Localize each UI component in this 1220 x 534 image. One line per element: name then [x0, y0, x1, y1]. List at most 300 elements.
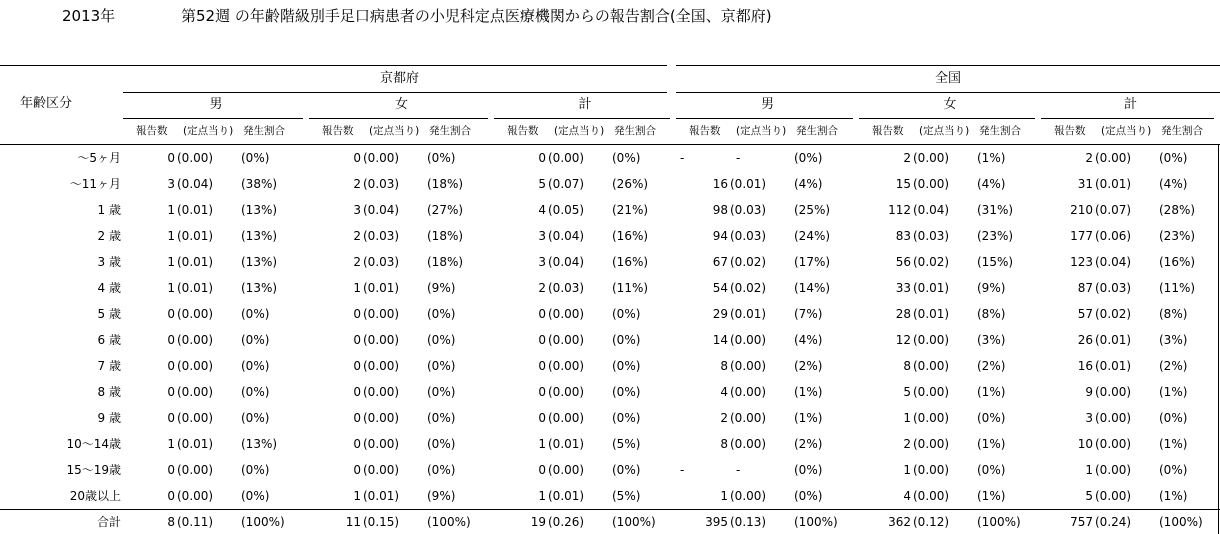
per-site-value: (0.04) [913, 203, 950, 217]
incidence-ratio: (0%) [427, 463, 456, 477]
report-count: 2 [353, 229, 361, 243]
incidence-ratio: (100%) [241, 515, 285, 529]
report-count: 0 [167, 151, 175, 165]
incidence-ratio: (15%) [977, 255, 1014, 269]
incidence-ratio: (1%) [794, 385, 823, 399]
sub-header-per-site: (定点当り) [1101, 125, 1152, 137]
incidence-ratio: (3%) [1159, 333, 1188, 347]
per-site-value: - [736, 463, 741, 477]
report-count: 11 [345, 515, 361, 529]
per-site-value: (0.00) [1095, 151, 1132, 165]
age-label: 7 歳 [97, 359, 121, 373]
incidence-ratio: (1%) [794, 411, 823, 425]
per-site-value: (0.00) [730, 385, 767, 399]
per-site-value: (0.01) [548, 437, 585, 451]
per-site-value: (0.00) [363, 385, 400, 399]
report-count: 19 [530, 515, 546, 529]
age-label: 2 歳 [97, 229, 121, 243]
report-count: 1 [167, 203, 175, 217]
per-site-value: (0.07) [548, 177, 585, 191]
age-label: 20歳以上 [69, 489, 121, 503]
per-site-value: (0.01) [363, 281, 400, 295]
sex-header: 女 [394, 97, 408, 112]
per-site-value: (0.03) [363, 229, 400, 243]
per-site-value: (0.03) [363, 177, 400, 191]
age-label: ～5ヶ月 [77, 151, 121, 165]
age-label: 8 歳 [97, 385, 121, 399]
report-count: 3 [538, 229, 546, 243]
per-site-value: (0.00) [913, 385, 950, 399]
report-count: 0 [353, 411, 361, 425]
report-count: 0 [538, 385, 546, 399]
incidence-ratio: (0%) [427, 385, 456, 399]
per-site-value: (0.04) [1095, 255, 1132, 269]
incidence-ratio: (0%) [241, 385, 270, 399]
report-count: 177 [1070, 229, 1093, 243]
incidence-ratio: (100%) [977, 515, 1021, 529]
per-site-value: (0.02) [913, 255, 950, 269]
incidence-ratio: (0%) [612, 411, 641, 425]
age-label: ～11ヶ月 [69, 177, 121, 191]
incidence-ratio: (18%) [427, 255, 464, 269]
report-count: 2 [353, 255, 361, 269]
incidence-ratio: (1%) [977, 437, 1006, 451]
per-site-value: (0.02) [1095, 307, 1132, 321]
per-site-value: (0.00) [363, 151, 400, 165]
report-count: 0 [353, 463, 361, 477]
total-top-rule [0, 509, 1220, 510]
report-count: - [680, 463, 685, 477]
per-site-value: (0.00) [177, 411, 214, 425]
incidence-ratio: (0%) [241, 359, 270, 373]
report-count: 31 [1077, 177, 1093, 191]
page-title: 第52週 の年齢階級別手足口病患者の小児科定点医療機関からの報告割合(全国、京都府) [181, 7, 772, 25]
incidence-ratio: (17%) [794, 255, 831, 269]
per-site-value: (0.01) [548, 489, 585, 503]
total-label: 合計 [96, 515, 121, 529]
incidence-ratio: (18%) [427, 229, 464, 243]
incidence-ratio: (0%) [427, 411, 456, 425]
sex-header: 男 [209, 97, 223, 112]
incidence-ratio: (0%) [1159, 151, 1188, 165]
per-site-value: (0.24) [1095, 515, 1132, 529]
incidence-ratio: (24%) [794, 229, 831, 243]
age-label: 3 歳 [97, 255, 121, 269]
per-site-value: (0.00) [363, 307, 400, 321]
report-count: 16 [712, 177, 728, 191]
per-site-value: (0.01) [177, 203, 214, 217]
incidence-ratio: (0%) [1159, 463, 1188, 477]
report-count: 4 [720, 385, 728, 399]
per-site-value: (0.00) [913, 463, 950, 477]
per-site-value: (0.04) [548, 255, 585, 269]
report-count: 0 [353, 307, 361, 321]
sex-rule [1041, 118, 1214, 119]
report-count: 5 [903, 385, 911, 399]
per-site-value: (0.00) [177, 489, 214, 503]
report-count: 395 [705, 515, 728, 529]
per-site-value: (0.00) [548, 307, 585, 321]
incidence-ratio: (1%) [977, 151, 1006, 165]
per-site-value: (0.00) [913, 437, 950, 451]
per-site-value: (0.12) [913, 515, 950, 529]
incidence-ratio: (4%) [794, 333, 823, 347]
report-count: 16 [1077, 359, 1093, 373]
incidence-ratio: (7%) [794, 307, 823, 321]
header-bottom-rule [0, 144, 1220, 145]
sub-header-per-site: (定点当り) [554, 125, 605, 137]
report-count: 757 [1070, 515, 1093, 529]
per-site-value: (0.03) [548, 281, 585, 295]
report-count: 1 [167, 229, 175, 243]
per-site-value: (0.01) [1095, 359, 1132, 373]
report-count: 5 [538, 177, 546, 191]
incidence-ratio: (14%) [794, 281, 831, 295]
report-count: 67 [712, 255, 728, 269]
report-count: 0 [538, 307, 546, 321]
per-site-value: (0.00) [730, 359, 767, 373]
per-site-value: (0.07) [1095, 203, 1132, 217]
per-site-value: (0.01) [177, 255, 214, 269]
report-count: 0 [167, 359, 175, 373]
per-site-value: (0.02) [730, 281, 767, 295]
incidence-ratio: (28%) [1159, 203, 1196, 217]
report-count: 1 [720, 489, 728, 503]
per-site-value: (0.13) [730, 515, 767, 529]
incidence-ratio: (23%) [1159, 229, 1196, 243]
age-label: 1 歳 [97, 203, 121, 217]
report-count: 98 [712, 203, 728, 217]
title-year: 2013年 [62, 7, 116, 25]
report-count: 8 [903, 359, 911, 373]
incidence-ratio: (0%) [427, 151, 456, 165]
age-label: 6 歳 [97, 333, 121, 347]
per-site-value: (0.00) [1095, 411, 1132, 425]
age-column-header: 年齢区分 [20, 96, 73, 111]
incidence-ratio: (0%) [977, 411, 1006, 425]
per-site-value: (0.26) [548, 515, 585, 529]
per-site-value: (0.00) [1095, 463, 1132, 477]
incidence-ratio: (0%) [612, 385, 641, 399]
sex-header: 男 [760, 97, 774, 112]
incidence-ratio: (21%) [612, 203, 649, 217]
incidence-ratio: (5%) [612, 437, 641, 451]
sub-header-ratio: 発生割合 [243, 125, 285, 137]
per-site-value: (0.00) [1095, 437, 1132, 451]
incidence-ratio: (16%) [612, 229, 649, 243]
incidence-ratio: (3%) [977, 333, 1006, 347]
per-site-value: - [736, 151, 741, 165]
report-count: 0 [167, 463, 175, 477]
incidence-ratio: (11%) [1159, 281, 1196, 295]
report-count: 210 [1070, 203, 1093, 217]
incidence-ratio: (16%) [612, 255, 649, 269]
per-site-value: (0.03) [363, 255, 400, 269]
report-count: 362 [888, 515, 911, 529]
incidence-ratio: (0%) [794, 489, 823, 503]
report-count: 123 [1070, 255, 1093, 269]
report-count: 8 [167, 515, 175, 529]
sub-header-count: 報告数 [872, 125, 904, 137]
incidence-ratio: (0%) [241, 411, 270, 425]
per-site-value: (0.00) [913, 151, 950, 165]
incidence-ratio: (1%) [1159, 385, 1188, 399]
per-site-value: (0.02) [730, 255, 767, 269]
per-site-value: (0.00) [1095, 385, 1132, 399]
per-site-value: (0.01) [730, 177, 767, 191]
right-border [1218, 144, 1219, 534]
per-site-value: (0.00) [913, 489, 950, 503]
incidence-ratio: (25%) [794, 203, 831, 217]
per-site-value: (0.00) [363, 463, 400, 477]
incidence-ratio: (31%) [977, 203, 1014, 217]
report-count: 4 [538, 203, 546, 217]
report-count: 33 [895, 281, 911, 295]
top-rule-right [676, 65, 1220, 66]
report-count: 12 [895, 333, 911, 347]
incidence-ratio: (0%) [241, 307, 270, 321]
incidence-ratio: (11%) [612, 281, 649, 295]
age-label: 4 歳 [97, 281, 121, 295]
sub-header-per-site: (定点当り) [369, 125, 420, 137]
sub-header-count: 報告数 [1054, 125, 1086, 137]
region-rule-left [123, 92, 667, 93]
sex-rule [123, 118, 303, 119]
report-count: 0 [167, 307, 175, 321]
incidence-ratio: (13%) [241, 203, 278, 217]
per-site-value: (0.00) [177, 151, 214, 165]
sub-header-ratio: 発生割合 [796, 125, 838, 137]
report-count: 9 [1085, 385, 1093, 399]
incidence-ratio: (1%) [1159, 437, 1188, 451]
incidence-ratio: (0%) [612, 307, 641, 321]
sub-header-per-site: (定点当り) [736, 125, 787, 137]
sub-header-ratio: 発生割合 [1161, 125, 1203, 137]
report-count: 2 [1085, 151, 1093, 165]
incidence-ratio: (0%) [977, 463, 1006, 477]
report-count: 10 [1077, 437, 1093, 451]
age-label: 15～19歳 [66, 463, 121, 477]
report-count: 0 [353, 333, 361, 347]
per-site-value: (0.00) [363, 437, 400, 451]
per-site-value: (0.03) [730, 229, 767, 243]
report-count: 1 [538, 437, 546, 451]
incidence-ratio: (1%) [977, 489, 1006, 503]
sub-header-ratio: 発生割合 [429, 125, 471, 137]
region-header: 京都府 [379, 71, 419, 86]
incidence-ratio: (100%) [1159, 515, 1203, 529]
per-site-value: (0.00) [548, 411, 585, 425]
per-site-value: (0.03) [1095, 281, 1132, 295]
sub-header-count: 報告数 [136, 125, 168, 137]
report-count: 0 [353, 359, 361, 373]
per-site-value: (0.00) [1095, 489, 1132, 503]
incidence-ratio: (0%) [427, 307, 456, 321]
report-count: 57 [1077, 307, 1093, 321]
sex-rule [309, 118, 488, 119]
report-count: 5 [1085, 489, 1093, 503]
report-count: 2 [720, 411, 728, 425]
age-label: 9 歳 [97, 411, 121, 425]
report-count: 0 [167, 385, 175, 399]
per-site-value: (0.03) [913, 229, 950, 243]
report-count: 15 [895, 177, 911, 191]
per-site-value: (0.00) [548, 333, 585, 347]
per-site-value: (0.00) [730, 489, 767, 503]
per-site-value: (0.03) [730, 203, 767, 217]
report-count: 3 [167, 177, 175, 191]
per-site-value: (0.00) [363, 411, 400, 425]
incidence-ratio: (0%) [612, 359, 641, 373]
report-count: 0 [167, 411, 175, 425]
incidence-ratio: (0%) [1159, 411, 1188, 425]
report-count: 29 [712, 307, 728, 321]
per-site-value: (0.00) [730, 437, 767, 451]
per-site-value: (0.00) [363, 333, 400, 347]
incidence-ratio: (0%) [241, 151, 270, 165]
report-count: 1 [167, 281, 175, 295]
incidence-ratio: (1%) [1159, 489, 1188, 503]
per-site-value: (0.01) [730, 307, 767, 321]
incidence-ratio: (100%) [794, 515, 838, 529]
sex-header: 女 [943, 97, 957, 112]
incidence-ratio: (0%) [427, 359, 456, 373]
per-site-value: (0.00) [730, 411, 767, 425]
per-site-value: (0.00) [177, 333, 214, 347]
report-count: 0 [538, 359, 546, 373]
report-count: 0 [538, 333, 546, 347]
per-site-value: (0.00) [913, 411, 950, 425]
per-site-value: (0.06) [1095, 229, 1132, 243]
incidence-ratio: (0%) [241, 489, 270, 503]
incidence-ratio: (27%) [427, 203, 464, 217]
per-site-value: (0.05) [548, 203, 585, 217]
report-count: 0 [353, 385, 361, 399]
per-site-value: (0.00) [177, 385, 214, 399]
report-count: 0 [167, 489, 175, 503]
report-count: 1 [903, 463, 911, 477]
sub-header-per-site: (定点当り) [183, 125, 234, 137]
per-site-value: (0.00) [363, 359, 400, 373]
incidence-ratio: (4%) [1159, 177, 1188, 191]
report-count: 26 [1077, 333, 1093, 347]
per-site-value: (0.15) [363, 515, 400, 529]
incidence-ratio: (2%) [794, 437, 823, 451]
per-site-value: (0.01) [177, 229, 214, 243]
report-count: 0 [538, 151, 546, 165]
incidence-ratio: (2%) [1159, 359, 1188, 373]
report-count: 1 [167, 255, 175, 269]
incidence-ratio: (1%) [977, 385, 1006, 399]
per-site-value: (0.04) [363, 203, 400, 217]
report-count: 83 [895, 229, 911, 243]
sub-header-ratio: 発生割合 [614, 125, 656, 137]
incidence-ratio: (0%) [794, 151, 823, 165]
per-site-value: (0.01) [177, 281, 214, 295]
report-count: 1 [1085, 463, 1093, 477]
incidence-ratio: (13%) [241, 281, 278, 295]
incidence-ratio: (16%) [1159, 255, 1196, 269]
sex-rule [859, 118, 1035, 119]
incidence-ratio: (2%) [977, 359, 1006, 373]
incidence-ratio: (13%) [241, 437, 278, 451]
incidence-ratio: (100%) [427, 515, 471, 529]
per-site-value: (0.00) [913, 177, 950, 191]
report-count: 1 [353, 281, 361, 295]
report-count: 0 [353, 437, 361, 451]
report-count: 14 [712, 333, 728, 347]
sex-header: 計 [1123, 97, 1137, 112]
per-site-value: (0.00) [913, 333, 950, 347]
per-site-value: (0.00) [177, 359, 214, 373]
report-count: 2 [903, 151, 911, 165]
sex-header: 計 [578, 97, 592, 112]
incidence-ratio: (8%) [977, 307, 1006, 321]
per-site-value: (0.04) [548, 229, 585, 243]
per-site-value: (0.01) [177, 437, 214, 451]
incidence-ratio: (13%) [241, 229, 278, 243]
sex-rule [676, 118, 853, 119]
incidence-ratio: (0%) [794, 463, 823, 477]
region-header: 全国 [934, 71, 961, 86]
report-count: 2 [353, 177, 361, 191]
sex-rule [494, 118, 670, 119]
incidence-ratio: (9%) [427, 281, 456, 295]
report-count: 1 [903, 411, 911, 425]
incidence-ratio: (9%) [977, 281, 1006, 295]
report-count: 0 [353, 151, 361, 165]
incidence-ratio: (23%) [977, 229, 1014, 243]
per-site-value: (0.01) [363, 489, 400, 503]
report-count: 1 [538, 489, 546, 503]
per-site-value: (0.00) [548, 359, 585, 373]
report-count: 112 [888, 203, 911, 217]
per-site-value: (0.00) [548, 151, 585, 165]
sub-header-ratio: 発生割合 [979, 125, 1021, 137]
incidence-ratio: (0%) [427, 333, 456, 347]
sub-header-count: 報告数 [322, 125, 354, 137]
report-count: 87 [1077, 281, 1093, 295]
incidence-ratio: (0%) [241, 463, 270, 477]
incidence-ratio: (100%) [612, 515, 656, 529]
report-count: 3 [1085, 411, 1093, 425]
report-count: 28 [895, 307, 911, 321]
sub-header-count: 報告数 [507, 125, 539, 137]
report-count: 0 [538, 463, 546, 477]
per-site-value: (0.00) [548, 385, 585, 399]
incidence-ratio: (5%) [612, 489, 641, 503]
incidence-ratio: (2%) [794, 359, 823, 373]
report-count: 2 [903, 437, 911, 451]
incidence-ratio: (4%) [977, 177, 1006, 191]
incidence-ratio: (0%) [612, 333, 641, 347]
incidence-ratio: (38%) [241, 177, 278, 191]
incidence-ratio: (9%) [427, 489, 456, 503]
incidence-ratio: (26%) [612, 177, 649, 191]
report-count: 2 [538, 281, 546, 295]
per-site-value: (0.00) [177, 463, 214, 477]
incidence-ratio: (13%) [241, 255, 278, 269]
per-site-value: (0.11) [177, 515, 214, 529]
per-site-value: (0.00) [730, 333, 767, 347]
incidence-ratio: (0%) [612, 151, 641, 165]
region-rule-right [676, 92, 1220, 93]
sub-header-per-site: (定点当り) [919, 125, 970, 137]
incidence-ratio: (18%) [427, 177, 464, 191]
report-count: - [680, 151, 685, 165]
incidence-ratio: (0%) [612, 463, 641, 477]
report-count: 1 [353, 489, 361, 503]
